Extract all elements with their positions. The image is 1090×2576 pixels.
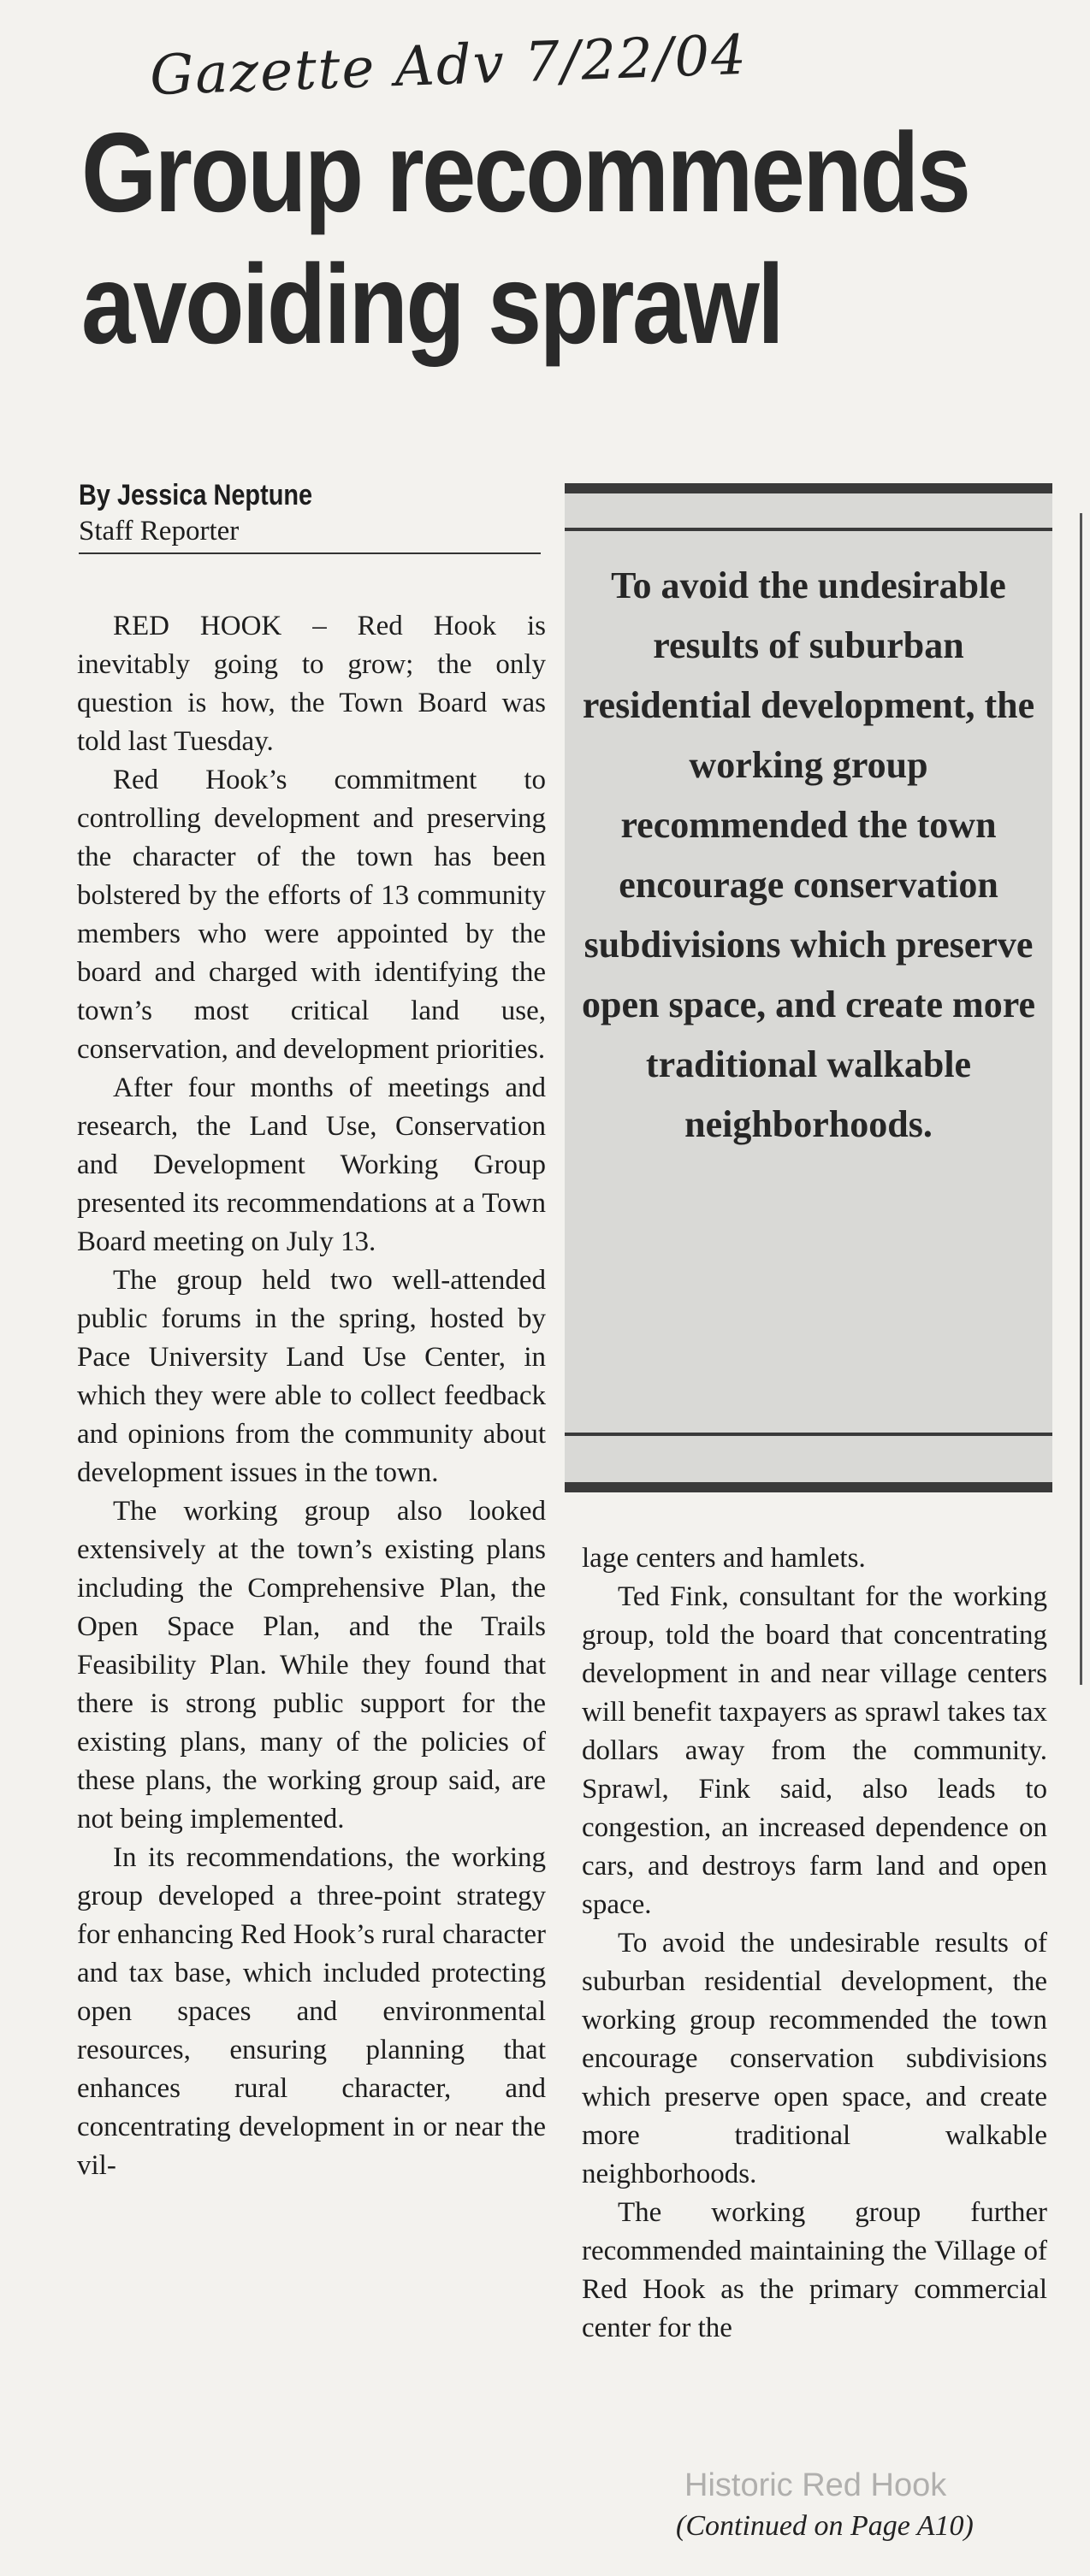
headline-line-1: Group recommends	[81, 109, 969, 235]
article-column-left	[77, 607, 546, 2185]
paragraph: In its recommendations, the working group developed a three-point strategy for enhancing Red Hook’s rural character and tax base, which included protecting open spaces and environmental resources, ensuring planning that enhances rural character, and concentrating development in or near the vil-	[77, 1842, 546, 2181]
pull-quote-top-rule	[565, 483, 1052, 493]
headline-line-2: avoiding sprawl	[81, 241, 783, 367]
paragraph: Red Hook’s commitment to controlling development and preserving the character of the town has been bolstered by the efforts of 13 community members who were appointed by the board and charged with identifying the town’s most critical land use, conservation, and development priorities.	[77, 765, 546, 1065]
article-column-right	[582, 1539, 1047, 2348]
author-name: By Jessica Neptune	[79, 479, 313, 511]
pull-quote-inner-rule	[565, 528, 1052, 531]
paragraph: After four months of meetings and research, the Land Use, Conservation and Development Working Group presented its recommendations at a Town Board meeting on July 13.	[77, 1072, 546, 1257]
pull-quote-bottom-rule	[565, 1482, 1052, 1492]
pull-quote-inner-rule	[565, 1433, 1052, 1436]
paragraph: To avoid the undesirable results of suburban residential development, the working group recommended the town encourage conservation subdivisions which preserve open space, and create more traditional walkable neighborhoods.	[582, 1928, 1047, 2189]
pull-quote-box	[565, 483, 1052, 1492]
paragraph: lage centers and hamlets.	[582, 1543, 866, 1574]
paragraph: RED HOOK – Red Hook is inevitably going to grow; the only question is how, the Town Board was told last Tuesday.	[77, 611, 546, 757]
byline	[79, 479, 541, 554]
headline	[81, 107, 969, 370]
continued-note: (Continued on Page A10)	[676, 2510, 974, 2542]
pull-quote-text: To avoid the undesirable results of suburban residential development, the working group recommended the town encourage conservation subdivisions which preserve open space, and create more traditional walkable neighborhoods.	[582, 564, 1035, 1145]
clipping-edge-line	[1080, 513, 1082, 1685]
paragraph: The working group further recommended maintaining the Village of Red Hook as the primary commercial center for the	[582, 2197, 1047, 2343]
paragraph: The group held two well-attended public forums in the spring, hosted by Pace University Land Use Center, in which they were able to collect feedback and opinions from the community about development issues in the town.	[77, 1265, 546, 1488]
watermark: Historic Red Hook	[684, 2467, 947, 2503]
handwritten-date-note: Gazette Adv 7/22/04	[148, 23, 749, 109]
paragraph: Ted Fink, consultant for the working group, told the board that concentrating development in and near village centers will benefit taxpayers as sprawl takes tax dollars away from the community. Sprawl, Fink said, also leads to congestion, an increased dependence on cars, and destroys farm land and open space.	[582, 1581, 1047, 1920]
reporter-title: Staff Reporter	[79, 516, 240, 547]
paragraph: The working group also looked extensively at the town’s existing plans including the Comprehensive Plan, the Open Space Plan, and the Trails Feasibility Plan. While they found that there is strong public support for the existing plans, many of the policies of these plans, the working group said, are not being implemented.	[77, 1496, 546, 1835]
